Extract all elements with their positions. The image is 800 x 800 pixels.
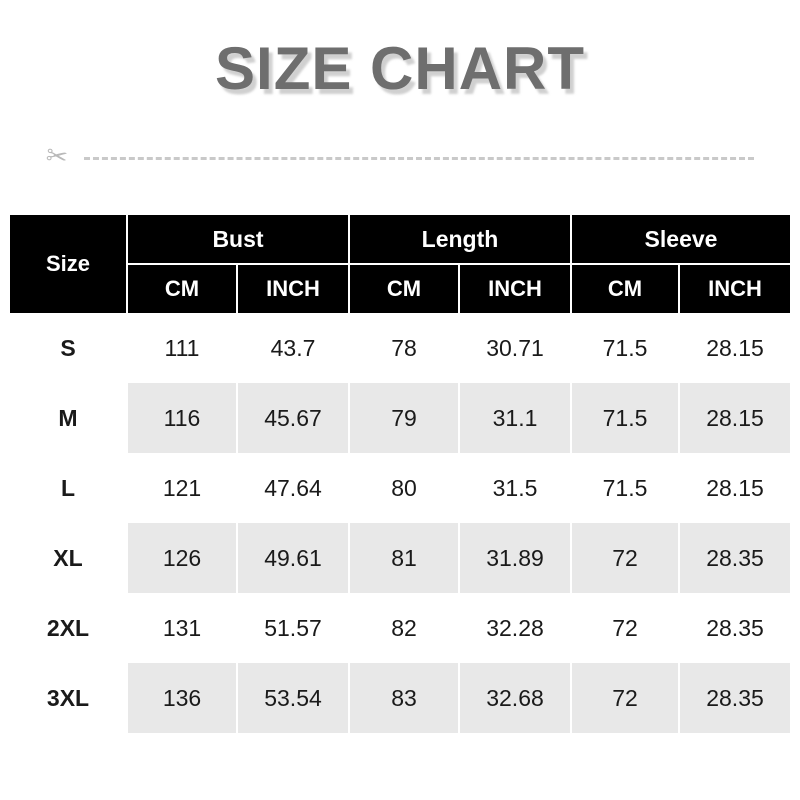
cell-bust-cm: 136 bbox=[127, 663, 237, 733]
cell-bust-inch: 43.7 bbox=[237, 313, 349, 383]
cell-size: S bbox=[10, 313, 127, 383]
cell-bust-cm: 131 bbox=[127, 593, 237, 663]
table-row bbox=[10, 313, 790, 383]
header-sleeve-cm: CM bbox=[571, 264, 679, 313]
table-header bbox=[10, 215, 790, 313]
cell-sleeve-cm: 71.5 bbox=[571, 383, 679, 453]
cell-sleeve-cm: 72 bbox=[571, 663, 679, 733]
cell-length-inch: 31.5 bbox=[459, 453, 571, 523]
cell-size: L bbox=[10, 453, 127, 523]
cell-length-inch: 31.89 bbox=[459, 523, 571, 593]
cell-length-cm: 83 bbox=[349, 663, 459, 733]
header-group-bust: Bust bbox=[127, 215, 349, 264]
cut-here-divider bbox=[0, 139, 800, 179]
table-body bbox=[10, 313, 790, 733]
header-length-cm: CM bbox=[349, 264, 459, 313]
cell-bust-cm: 111 bbox=[127, 313, 237, 383]
cell-sleeve-inch: 28.15 bbox=[679, 313, 790, 383]
cell-length-cm: 81 bbox=[349, 523, 459, 593]
cell-bust-cm: 116 bbox=[127, 383, 237, 453]
header-group-sleeve: Sleeve bbox=[571, 215, 790, 264]
size-chart-table bbox=[10, 215, 790, 733]
table-row bbox=[10, 523, 790, 593]
cell-sleeve-inch: 28.35 bbox=[679, 523, 790, 593]
header-sleeve-inch: INCH bbox=[679, 264, 790, 313]
header-bust-inch: INCH bbox=[237, 264, 349, 313]
cell-size: 2XL bbox=[10, 593, 127, 663]
cell-sleeve-inch: 28.35 bbox=[679, 663, 790, 733]
cell-sleeve-cm: 72 bbox=[571, 523, 679, 593]
cell-sleeve-inch: 28.35 bbox=[679, 593, 790, 663]
cell-sleeve-inch: 28.15 bbox=[679, 453, 790, 523]
table-row bbox=[10, 593, 790, 663]
cell-size: XL bbox=[10, 523, 127, 593]
cell-length-cm: 80 bbox=[349, 453, 459, 523]
cell-length-inch: 31.1 bbox=[459, 383, 571, 453]
cell-sleeve-cm: 71.5 bbox=[571, 313, 679, 383]
cell-length-inch: 30.71 bbox=[459, 313, 571, 383]
cell-bust-inch: 53.54 bbox=[237, 663, 349, 733]
cell-bust-inch: 49.61 bbox=[237, 523, 349, 593]
cell-sleeve-inch: 28.15 bbox=[679, 383, 790, 453]
cell-length-cm: 79 bbox=[349, 383, 459, 453]
cell-length-cm: 78 bbox=[349, 313, 459, 383]
scissors-icon: ✂ bbox=[44, 139, 70, 173]
header-group-length: Length bbox=[349, 215, 571, 264]
cell-bust-cm: 121 bbox=[127, 453, 237, 523]
cell-length-cm: 82 bbox=[349, 593, 459, 663]
cell-size: 3XL bbox=[10, 663, 127, 733]
cell-length-inch: 32.28 bbox=[459, 593, 571, 663]
page-title-wrap bbox=[0, 0, 800, 103]
cell-sleeve-cm: 71.5 bbox=[571, 453, 679, 523]
cell-length-inch: 32.68 bbox=[459, 663, 571, 733]
header-size: Size bbox=[10, 215, 127, 313]
cell-bust-inch: 47.64 bbox=[237, 453, 349, 523]
cell-bust-inch: 51.57 bbox=[237, 593, 349, 663]
table-row bbox=[10, 453, 790, 523]
page-title: SIZE CHART bbox=[215, 35, 585, 102]
cell-bust-cm: 126 bbox=[127, 523, 237, 593]
cell-size: M bbox=[10, 383, 127, 453]
table-row bbox=[10, 663, 790, 733]
header-bust-cm: CM bbox=[127, 264, 237, 313]
header-length-inch: INCH bbox=[459, 264, 571, 313]
cell-bust-inch: 45.67 bbox=[237, 383, 349, 453]
cell-sleeve-cm: 72 bbox=[571, 593, 679, 663]
table-row bbox=[10, 383, 790, 453]
dashed-line bbox=[84, 157, 754, 160]
